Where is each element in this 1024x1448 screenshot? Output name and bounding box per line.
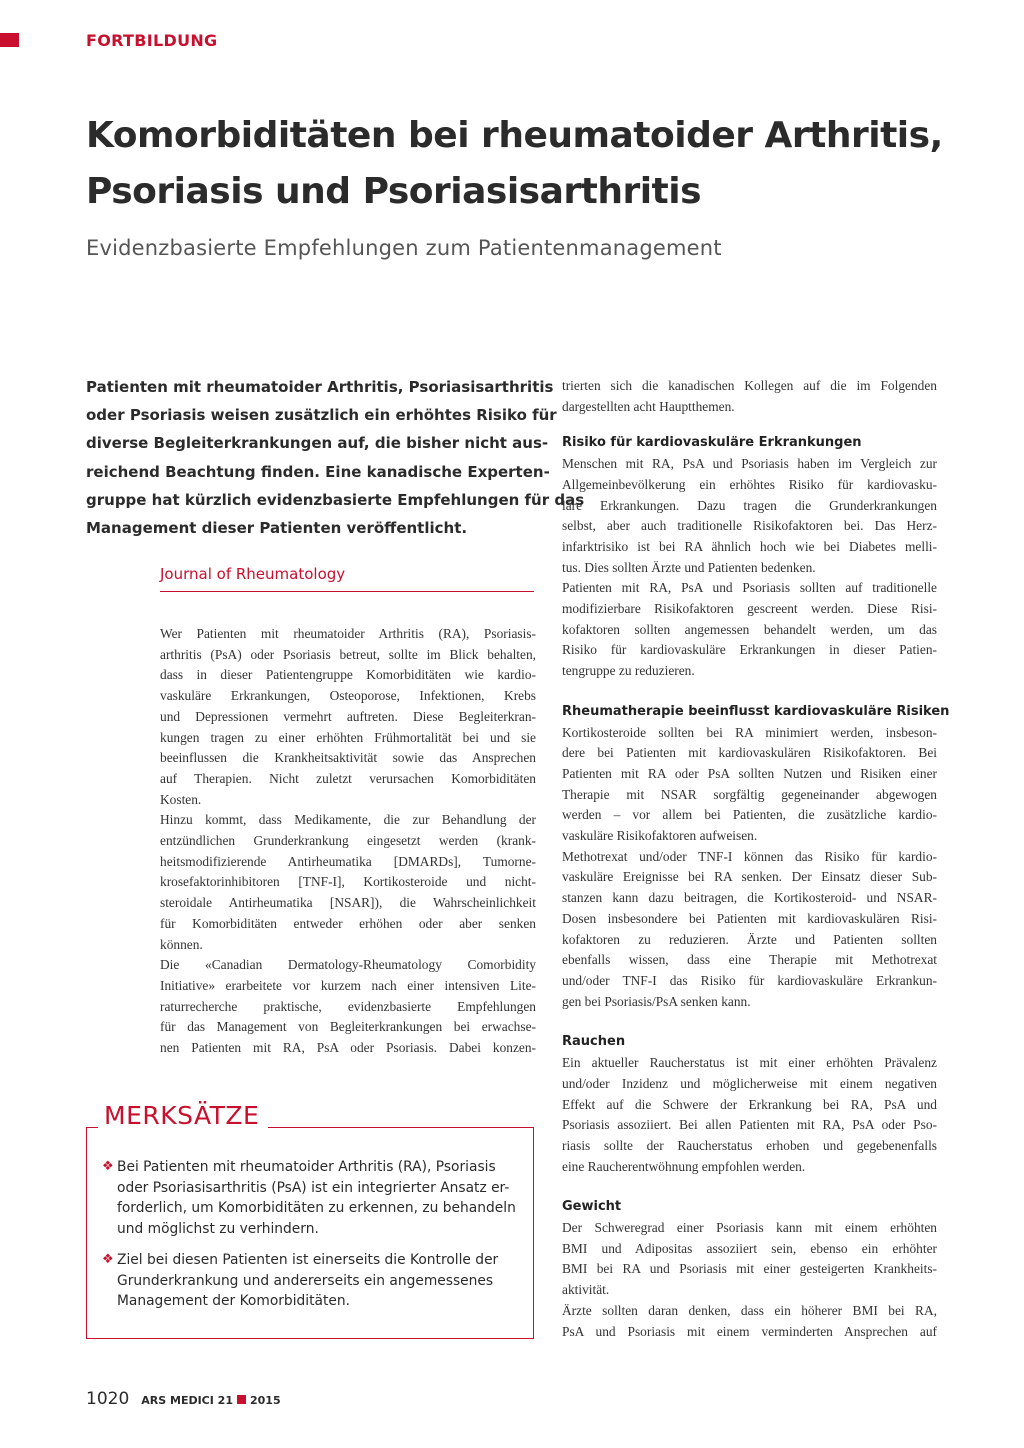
article-title-line: Komorbiditäten bei rheumatoider Arthritis, (86, 115, 943, 156)
text-line: trierten sich die kanadischen Kollegen auf die im Folgenden (562, 378, 937, 393)
text-line: entzündlichen Grunderkrankung eingesetzt werden (krank- (160, 833, 536, 849)
body-column-left (160, 624, 536, 1059)
text-line: Patienten mit RA oder PsA sollten Nutzen und Risiken einer (562, 765, 937, 781)
page-footer (86, 1389, 281, 1409)
text-line: für Komorbiditäten entweder erhöhen oder aber senken (160, 915, 536, 931)
key-point-line: forderlich, um Komorbiditäten zu erkennen, zu behandeln (117, 1200, 516, 1217)
journal-issue: ARS MEDICI 21 (141, 1394, 233, 1407)
text-line: Initiative» erarbeitete vor kurzem nach einer intensiven Lite- (160, 977, 536, 993)
key-point-line: Ziel bei diesen Patienten ist einerseits die Kontrolle der (117, 1252, 499, 1268)
text-line: eine Raucherentwöhnung empfohlen werden. (562, 1158, 806, 1174)
lead-line: reichend Beachtung finden. Eine kanadische Experten- (86, 462, 550, 481)
text-line: arthritis (PsA) oder Psoriasis betreut, sollte im Blick behalten, (160, 646, 536, 662)
text-line: tus. Dies sollten Ärzte und Patienten bedenken. (562, 559, 816, 575)
key-point-line: und möglichst zu verhindern. (117, 1221, 319, 1238)
text-line: stanzen kann dazu beitragen, die Kortikosteroid- und NSAR- (562, 890, 937, 906)
text-line: und/oder Inzidenz und möglicherweise mit einem negativen (562, 1075, 937, 1091)
key-points-top-rule (86, 1127, 98, 1128)
text-line: Methotrexat und/oder TNF-I können das Risiko für kardio- (562, 848, 937, 864)
text-line: und Depressionen vermehrt auftreten. Diese Begleiterkran- (160, 708, 536, 724)
text-line: PsA und Psoriasis mit einem verminderten Ansprechen auf (562, 1323, 937, 1339)
text-line: für das Management von Begleiterkrankungen bei erwachse- (160, 1019, 536, 1035)
text-line: dargestellten acht Hauptthemen. (562, 398, 735, 414)
text-line: heitsmodifizierende Antirheumatika [DMARDs], Tumorne- (160, 853, 536, 869)
text-line: raturrecherche praktische, evidenzbasierte Empfehlungen (160, 998, 536, 1014)
text-line: BMI und Adipositas assoziiert sein, ebenso ein erhöhter (562, 1240, 937, 1256)
text-line: tengruppe zu reduzieren. (562, 663, 695, 679)
text-line: infarktrisiko ist bei RA ähnlich hoch wie bei Diabetes melli- (562, 538, 937, 554)
key-point-line: Management der Komorbiditäten. (117, 1293, 351, 1310)
key-point-line: oder Psoriasisarthritis (PsA) ist ein integrierter Ansatz er- (117, 1179, 510, 1196)
text-line: Allgemeinbevölkerung ein erhöhtes Risiko für kardiovasku- (562, 476, 937, 492)
section-spacer (562, 1177, 937, 1197)
text-line: kofaktoren zu reduzieren. Ärzte und Patienten sollten (562, 931, 937, 947)
text-line: riasis sollte der Raucherstatus erhoben und gegebenenfalls (562, 1137, 937, 1153)
section-spacer (562, 1012, 937, 1032)
text-line: läre Erkrankungen. Dazu tragen die Grunderkrankungen (562, 497, 937, 513)
text-line: Der Schweregrad einer Psoriasis kann mit einem erhöhten (562, 1220, 937, 1236)
article-subtitle: Evidenzbasierte Empfehlungen zum Patientenmanagement (86, 236, 722, 260)
journal-year: 2015 (250, 1394, 281, 1407)
lead-line: Management dieser Patienten veröffentlicht. (86, 519, 468, 538)
section-heading: Risiko für kardiovaskuläre Erkrankungen (562, 435, 862, 451)
text-line: auf Therapien. Nicht zuletzt verursachen Komorbiditäten (160, 770, 536, 786)
text-line: Patienten mit RA, PsA und Psoriasis sollten auf traditionelle (562, 580, 937, 596)
lead-line: Patienten mit rheumatoider Arthritis, Psoriasisarthritis (86, 378, 554, 396)
text-line: dere bei Patienten mit kardiovaskulären Risikofaktoren. Bei (562, 745, 937, 761)
text-line: vaskuläre Risikofaktoren aufweisen. (562, 828, 758, 844)
text-line: steroidale Antirheumatika [NSAR]), die Wahrscheinlichkeit (160, 895, 536, 911)
section-label: FORTBILDUNG (86, 31, 218, 50)
text-line: ebenfalls wissen, dass eine Therapie mit Methotrexat (562, 952, 937, 968)
footer-separator-square (237, 1395, 246, 1404)
section-heading: Rauchen (562, 1034, 626, 1050)
text-line: und/oder TNF-I das Risiko für kardiovaskuläre Erkrankun- (562, 972, 937, 988)
text-line: Wer Patienten mit rheumatoider Arthritis (RA), Psoriasis- (160, 626, 536, 641)
lead-line: diverse Begleiterkrankungen auf, die bisher nicht aus- (86, 434, 549, 453)
key-point-line: Bei Patienten mit rheumatoider Arthritis (RA), Psoriasis (117, 1159, 496, 1175)
text-line: Ärzte sollten daran denken, dass ein höherer BMI bei RA, (562, 1302, 937, 1318)
page-number: 1020 (86, 1389, 130, 1409)
section-spacer (562, 682, 937, 702)
corner-color-mark (0, 33, 19, 47)
text-line: Risiko für kardiovaskuläre Erkrankungen in dieser Patien- (562, 642, 937, 658)
text-line: Ein aktueller Raucherstatus ist mit einer erhöhten Prävalenz (562, 1055, 937, 1071)
key-point-item (102, 1157, 522, 1240)
section-heading: Gewicht (562, 1199, 622, 1215)
key-point-item (102, 1250, 522, 1312)
text-line: Hinzu kommt, dass Medikamente, die zur Behandlung der (160, 812, 536, 828)
article-title-line: Psoriasis und Psoriasisarthritis (86, 171, 702, 212)
text-line: Kortikosteroide sollten bei RA minimiert werden, insbeson- (562, 724, 937, 740)
text-line: BMI bei RA und Psoriasis mit einer gesteigerten Krankheits- (562, 1261, 937, 1277)
text-line: Die «Canadian Dermatology-Rheumatology Comorbidity (160, 957, 536, 973)
text-line: Effekt auf die Schwere der Erkrankung bei RA, PsA und (562, 1096, 937, 1112)
diamond-bullet-icon: ❖ (102, 1159, 114, 1174)
text-line: aktivität. (562, 1282, 610, 1298)
lead-line: oder Psoriasis weisen zusätzlich ein erhöhtes Risiko für (86, 406, 557, 425)
article-title (86, 108, 966, 220)
lead-paragraph (86, 373, 585, 542)
text-line: krosefaktorinhibitoren [TNF-I], Kortikosteroide und nicht- (160, 874, 536, 890)
text-line: kofaktoren sollten angemessen behandelt werden, um das (562, 621, 937, 637)
text-line: beeinflussen die Krankheitsaktivität sowie das Ansprechen (160, 750, 536, 766)
section-spacer (562, 417, 937, 433)
text-line: vaskuläre Erkrankungen, Osteoporose, Infektionen, Krebs (160, 688, 536, 704)
text-line: Psoriasis assoziiert. Bei allen Patienten mit RA, PsA oder Pso- (562, 1117, 937, 1133)
key-points-title: MERKSÄTZE (104, 1101, 260, 1130)
text-line: gen bei Psoriasis/PsA senken kann. (562, 993, 751, 1009)
text-line: nen Patienten mit RA, PsA oder Psoriasis. Dabei konzen- (160, 1040, 536, 1056)
body-column-right (562, 376, 950, 1342)
key-points-top-rule (268, 1127, 534, 1128)
text-line: selbst, aber auch traditionelle Risikofaktoren bei. Das Herz- (562, 518, 937, 534)
source-journal: Journal of Rheumatology (160, 565, 534, 592)
text-line: modifizierbare Risikofaktoren gescreent werden. Diese Risi- (562, 601, 937, 617)
text-line: werden – vor allem bei Patienten, die zusätzliche kardio- (562, 807, 937, 823)
key-point-line: Grunderkrankung und andererseits ein angemessenes (117, 1272, 494, 1289)
text-line: können. (160, 936, 203, 952)
text-line: Menschen mit RA, PsA und Psoriasis haben im Vergleich zur (562, 456, 937, 472)
text-line: Therapie mit NSAR sorgfältig gegeneinander abgewogen (562, 786, 937, 802)
text-line: Kosten. (160, 791, 202, 807)
text-line: dass in dieser Patientengruppe Komorbiditäten wie kardio- (160, 667, 536, 683)
diamond-bullet-icon: ❖ (102, 1252, 114, 1267)
section-heading: Rheumatherapie beeinflusst kardiovaskuläre Risiken (562, 703, 950, 719)
text-line: Dosen insbesondere bei Patienten mit kardiovaskulären Risi- (562, 910, 937, 926)
lead-line: gruppe hat kürzlich evidenzbasierte Empfehlungen für das (86, 490, 585, 509)
text-line: kungen tragen zu einer erhöhten Frühmortalität bei und sie (160, 729, 536, 745)
text-line: vaskuläre Ereignisse bei RA senken. Der Einsatz dieser Sub- (562, 869, 937, 885)
